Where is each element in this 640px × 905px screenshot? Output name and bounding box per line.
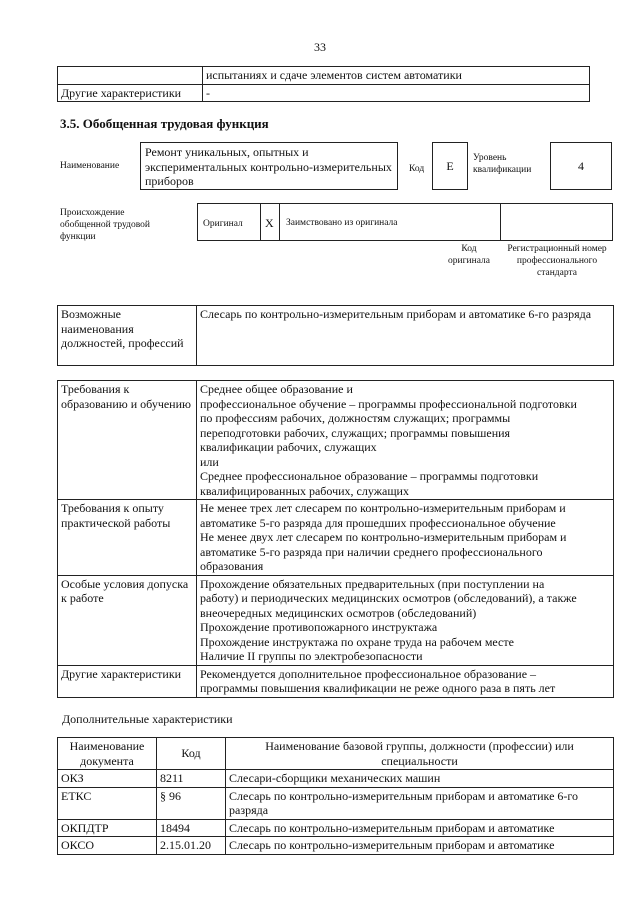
code-value-box xyxy=(432,142,468,190)
code-value: E xyxy=(446,159,454,173)
header-name: Наименование базовой группы, должности (профессии) или специальности xyxy=(226,738,614,770)
table-row xyxy=(58,500,614,576)
code-cell: 2.15.01.20 xyxy=(157,837,226,855)
table-row xyxy=(58,665,614,697)
req-edu-label: Требования к образованию и обучению xyxy=(58,381,197,500)
doc-cell: ОКСО xyxy=(58,837,157,855)
req-other-value: Рекомендуется дополнительное профессиональное образование – программы повышения квалификации не реже одного раза в пять лет xyxy=(197,665,614,697)
code-cell: § 96 xyxy=(157,787,226,819)
req-other-label: Другие характеристики xyxy=(58,665,197,697)
code-label: Код xyxy=(409,164,425,174)
req-edu-value: Среднее общее образование и профессиональное обучение – программы профессиональной подготовки по профессиям рабочих, должностям служащих; программы переподготовки рабочих, служащих; программы повышения квалификации рабочих, служащих или Среднее профессиональное образование – программы подготовки квалифицированных рабочих, служащих xyxy=(197,381,614,500)
section-title: 3.5. Обобщенная трудовая функция xyxy=(60,116,269,131)
table-row xyxy=(58,306,614,366)
positions-value: Слесарь по контрольно-измерительным приборам и автоматике 6-го разряда xyxy=(197,306,614,366)
origin-borrowed: Заимствовано из оригинала xyxy=(286,218,398,228)
table-row xyxy=(58,67,590,85)
name-value: Ремонт уникальных, опытных и экспериментальных контрольно-измерительных приборов xyxy=(145,145,392,188)
level-label: Уровень квалификации xyxy=(473,153,532,175)
doc-cell: ЕТКС xyxy=(58,787,157,819)
table-row xyxy=(58,819,614,837)
table-row xyxy=(58,770,614,788)
positions-label: Возможные наименования должностей, профессий xyxy=(58,306,197,366)
table-row xyxy=(58,84,590,102)
table-row xyxy=(58,381,614,500)
page-number: 33 xyxy=(314,40,326,54)
doc-cell: ОКПДТР xyxy=(58,819,157,837)
table-header-row xyxy=(58,738,614,770)
table-row xyxy=(58,575,614,665)
extra-table xyxy=(57,737,614,855)
level-value-box xyxy=(550,142,612,190)
req-exp-value: Не менее трех лет слесарем по контрольно-измерительным приборам и автоматике 5-го разряда для прошедших профессиональное обучение Не менее двух лет слесарем по контрольно-измерительным приборам и автоматике 5-го разряда при наличии среднего профессионального образования xyxy=(197,500,614,576)
code-cell: 18494 xyxy=(157,819,226,837)
requirements-table xyxy=(57,380,614,698)
name-label: Наименование xyxy=(60,161,120,171)
req-conditions-value: Прохождение обязательных предварительных (при поступлении на работу) и периодических медицинских осмотров (обследований), а также внеочередных медицинских осмотров (обследований) Прохождение противопожарного инструктажа Прохождение инструктажа по охране труда на рабочем месте Наличие II группы по электробезопасности xyxy=(197,575,614,665)
origin-mark: X xyxy=(265,216,274,230)
origin-label: Происхождение обобщенной трудовой функции xyxy=(60,208,150,242)
top-row2-label: Другие характеристики xyxy=(58,84,203,102)
extra-title: Дополнительные характеристики xyxy=(62,712,233,726)
header-code: Код xyxy=(157,738,226,770)
reg-number-label: Регистрационный номер профессионального стандарта xyxy=(507,244,607,278)
top-row2-value: - xyxy=(203,84,590,102)
name-value-box xyxy=(140,142,398,190)
positions-table xyxy=(57,305,614,366)
table-row xyxy=(58,837,614,855)
table-row xyxy=(58,787,614,819)
header-doc: Наименование документа xyxy=(58,738,157,770)
req-exp-label: Требования к опыту практической работы xyxy=(58,500,197,576)
name-cell: Слесарь по контрольно-измерительным приборам и автоматике 6-го разряда xyxy=(226,787,614,819)
origin-original: Оригинал xyxy=(203,219,243,229)
doc-cell: ОКЗ xyxy=(58,770,157,788)
name-cell: Слесарь по контрольно-измерительным приборам и автоматике xyxy=(226,819,614,837)
top-table xyxy=(57,66,590,102)
name-cell: Слесари-сборщики механических машин xyxy=(226,770,614,788)
level-value: 4 xyxy=(578,159,584,173)
code-cell: 8211 xyxy=(157,770,226,788)
req-conditions-label: Особые условия допуска к работе xyxy=(58,575,197,665)
name-cell: Слесарь по контрольно-измерительным приборам и автоматике xyxy=(226,837,614,855)
code-original-label: Код оригинала xyxy=(448,244,490,266)
top-row1-value: испытаниях и сдаче элементов систем автоматики xyxy=(203,67,590,85)
top-row1-label xyxy=(58,67,203,85)
